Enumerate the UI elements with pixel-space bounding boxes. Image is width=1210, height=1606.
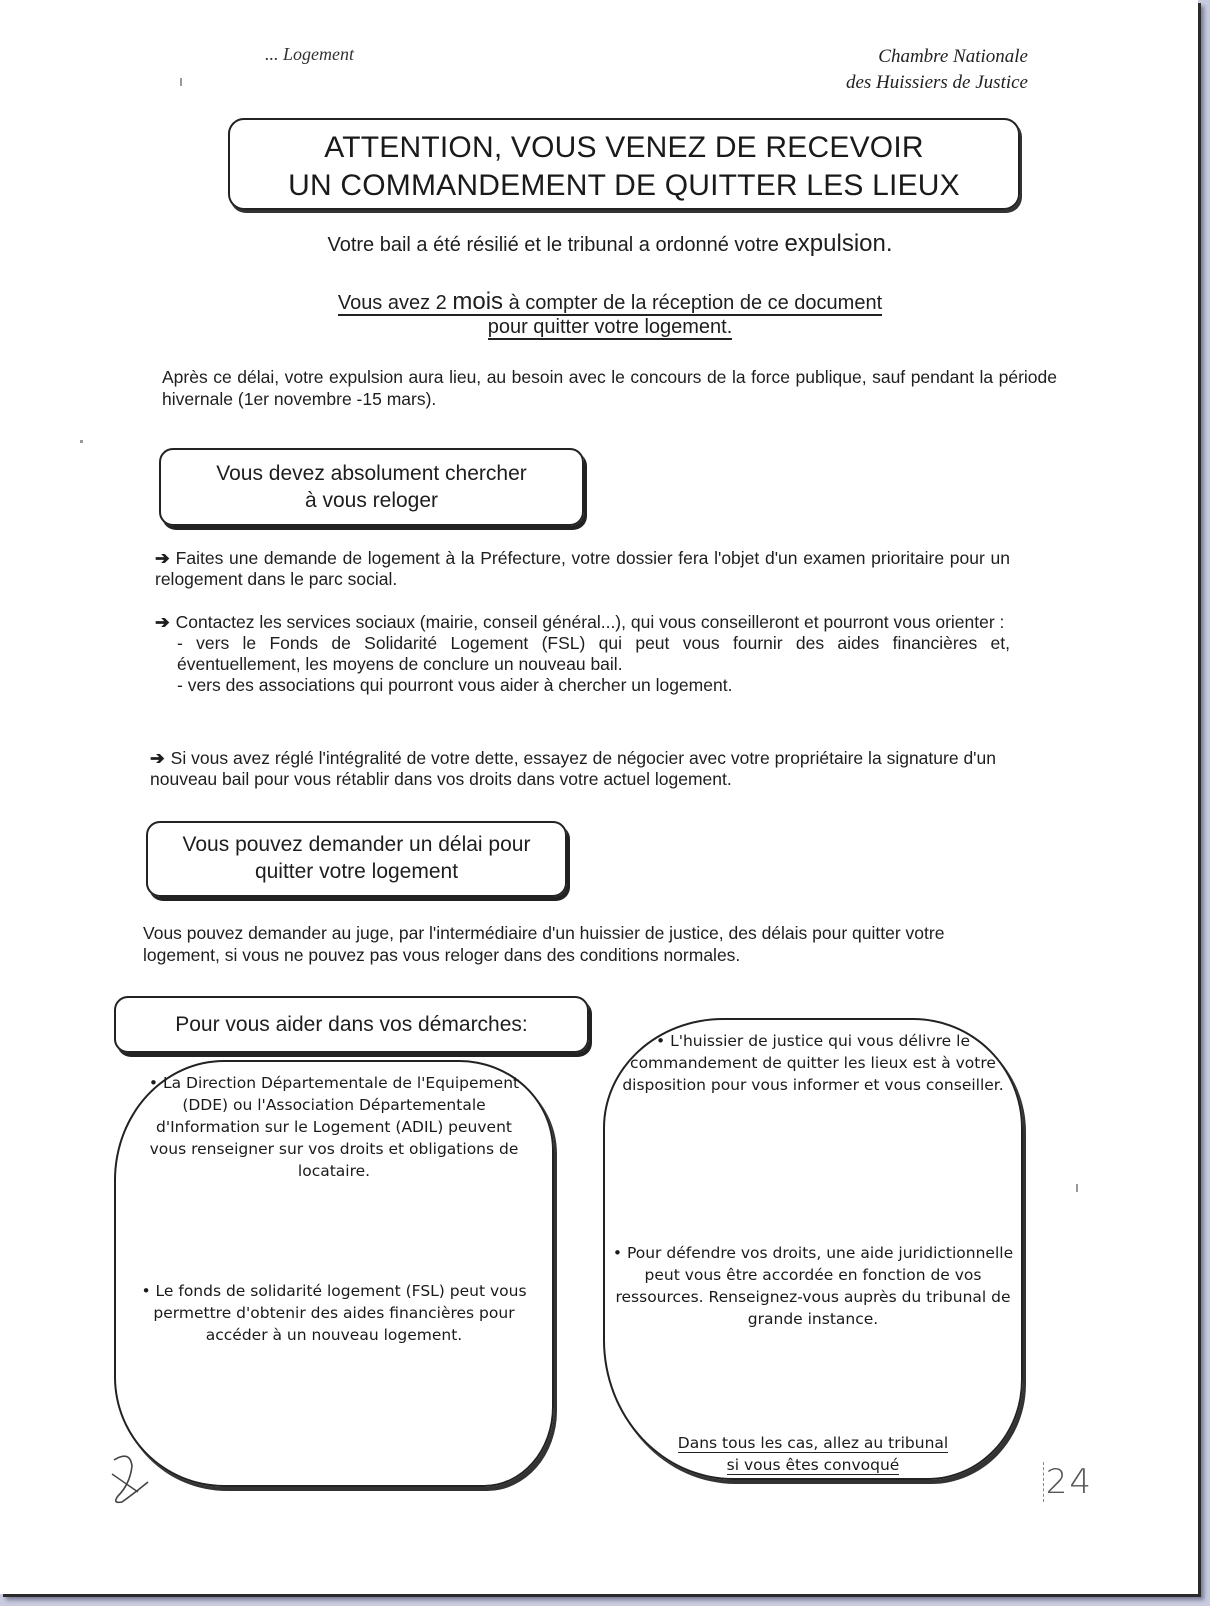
section-heading-relocate xyxy=(159,448,584,526)
expulsion-word: expulsion. xyxy=(784,230,893,257)
list-item-negotiate xyxy=(150,748,996,790)
section-heading-delay xyxy=(146,821,567,897)
header-org-line2: des Huissiers de Justice xyxy=(845,72,1028,93)
deadline-suffix: à compter de la réception de ce document xyxy=(503,292,883,314)
section-heading-help: Pour vous aider dans vos démarches: xyxy=(114,996,589,1053)
sub-item-fsl: - vers le Fonds de Solidarité Logement (FSL) qui peut vous fournir des aides financières et, éventuellement, les moyens de conclure un nouveau bail. xyxy=(177,633,1010,674)
deadline-line1 xyxy=(337,288,883,316)
help-box-left xyxy=(114,1060,554,1487)
list-item-text: Si vous avez réglé l'intégralité de votre dette, essayez de négocier avec votre propriétaire la signature d'un nouveau bail pour vous rétablir dans vos droits dans votre actuel logement. xyxy=(150,748,996,789)
header-org-line1: Chambre Nationale xyxy=(878,46,1028,67)
after-delay-paragraph: Après ce délai, votre expulsion aura lieu, au besoin avec le concours de la force publique, sauf pendant la période hivernale (1er novembre -15 mars). xyxy=(162,367,1057,409)
scan-mark xyxy=(1076,1184,1078,1192)
expulsion-statement xyxy=(150,230,1070,258)
list-item-text: Contactez les services sociaux (mairie, conseil général...), qui vous conseilleront et pourront vous orienter : xyxy=(175,612,1005,632)
court-notice xyxy=(625,1432,1001,1476)
help-item-huissier: • L'huissier de justice qui vous délivre le commandement de quitter les lieux est à votre disposition pour vous informer et vous conseiller. xyxy=(622,1032,1004,1094)
delay-paragraph: Vous pouvez demander au juge, par l'intermédiaire d'un huissier de justice, des délais pour quitter votre logement, si vous ne pouvez pas vous reloger dans des conditions normales. xyxy=(143,923,945,965)
section-heading-relocate-line2: à vous reloger xyxy=(304,489,439,512)
header-section-label: ... Logement xyxy=(265,44,354,64)
help-item-legal-aid: • Pour défendre vos droits, une aide juridictionnelle peut vous être accordée en fonction de vos ressources. Renseignez-vous auprès du tribunal de grande instance. xyxy=(612,1244,1014,1328)
arrow-right-icon: ➔ xyxy=(155,548,170,568)
title-line2: UN COMMANDEMENT DE QUITTER LES LIEUX xyxy=(288,169,960,202)
page-number: 24 xyxy=(1043,1462,1093,1502)
list-item-prefecture xyxy=(155,548,1010,590)
title-line1: ATTENTION, VOUS VENEZ DE RECEVOIR xyxy=(324,131,924,164)
court-notice-line2: si vous êtes convoqué xyxy=(726,1456,900,1474)
handwritten-scribble xyxy=(108,1452,158,1506)
section-heading-delay-line2: quitter votre logement xyxy=(254,860,459,883)
expulsion-statement-prefix: Votre bail a été résilié et le tribunal a ordonné votre xyxy=(327,234,785,256)
scan-mark xyxy=(180,78,182,86)
arrow-right-icon: ➔ xyxy=(155,612,170,632)
arrow-right-icon: ➔ xyxy=(150,748,165,768)
header-organization xyxy=(846,44,1028,96)
deadline-notice xyxy=(150,290,1070,339)
list-item-text: Faites une demande de logement à la Préfecture, votre dossier fera l'objet d'un examen prioritaire pour un relogement dans le parc social. xyxy=(155,548,1010,589)
deadline-prefix: Vous avez 2 xyxy=(337,292,453,314)
list-item-social-services xyxy=(155,612,1010,696)
help-box-right xyxy=(603,1018,1023,1480)
title-box xyxy=(228,118,1020,210)
help-item-dde-adil: • La Direction Départementale de l'Equipement (DDE) ou l'Association Départementale d'Information sur le Logement (ADIL) peuvent vous renseigner sur vos droits et obligations de locataire. xyxy=(148,1074,520,1180)
court-notice-line1: Dans tous les cas, allez au tribunal xyxy=(677,1434,949,1452)
deadline-months: mois xyxy=(452,288,504,315)
section-heading-delay-line1: Vous pouvez demander un délai pour xyxy=(182,833,531,856)
section-heading-relocate-line1: Vous devez absolument chercher xyxy=(216,462,527,485)
deadline-line2: pour quitter votre logement. xyxy=(487,316,733,338)
help-item-fsl: • Le fonds de solidarité logement (FSL) peut vous permettre d'obtenir des aides financières pour accéder à un nouveau logement. xyxy=(141,1282,527,1344)
scan-mark xyxy=(80,440,83,443)
sub-item-associations: - vers des associations qui pourront vous aider à chercher un logement. xyxy=(177,675,733,695)
